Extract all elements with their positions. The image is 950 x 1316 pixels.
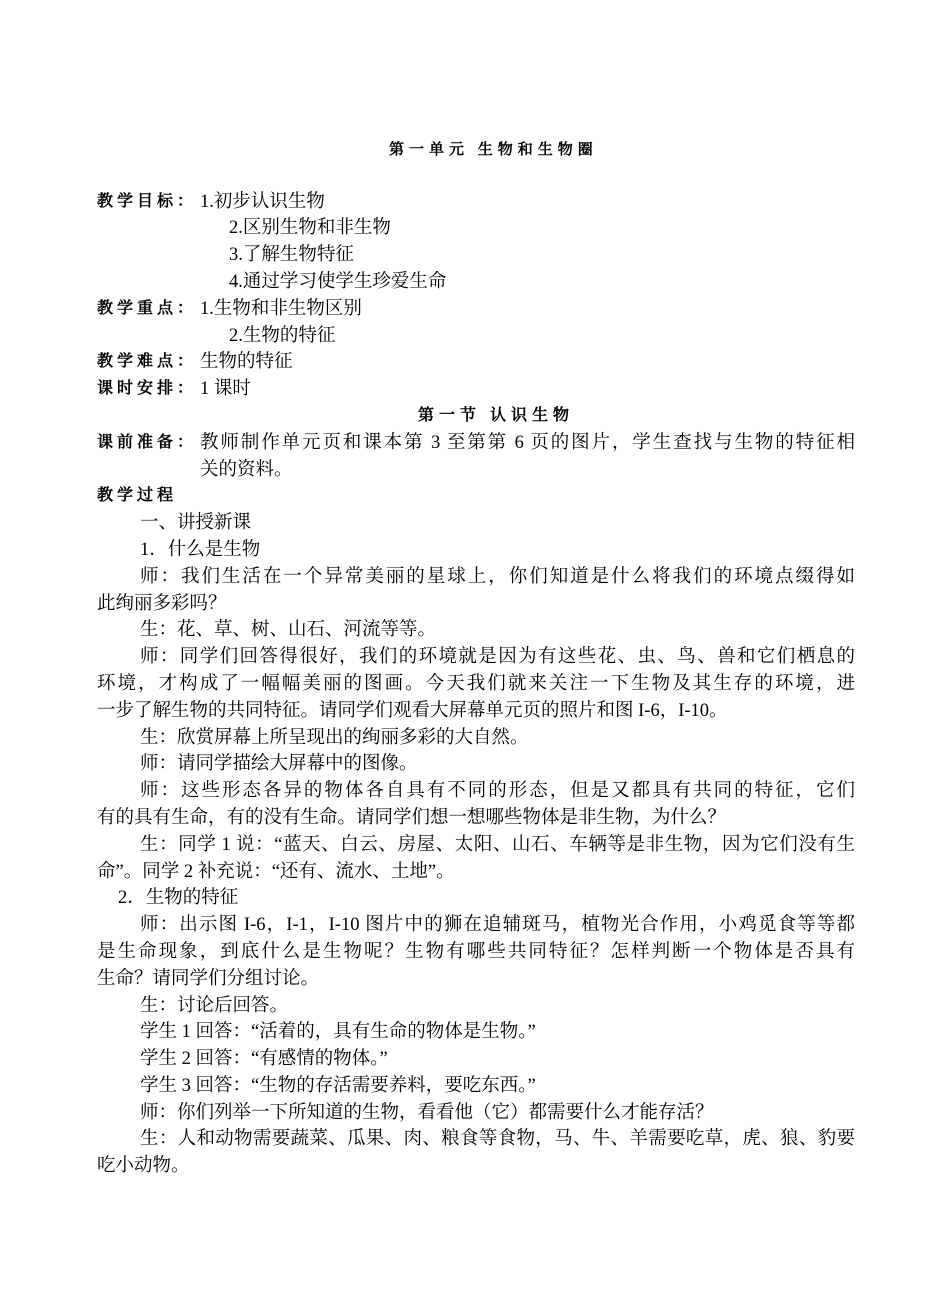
preparation-line: 关的资料。: [200, 459, 293, 480]
text-line: 生：欣赏屏幕上所呈现出的绚丽多彩的大自然。: [140, 727, 529, 748]
preparation-line: 教师制作单元页和课本第 3 至第第 6 页的图片，学生查找与生物的特征相: [200, 432, 855, 453]
text-line: 生：人和动物需要蔬菜、瓜果、肉、粮食等食物，马、牛、羊需要吃草，虎、狼、豹要: [140, 1129, 855, 1150]
preparation-row: [97, 430, 855, 457]
key-points-label: 教学重点：: [97, 299, 198, 317]
text-line: 生：讨论后回答。: [140, 995, 289, 1016]
text-line: 师：同学们回答得很好，我们的环境就是因为有这些花、虫、鸟、兽和它们栖息的: [140, 647, 855, 668]
objective-item: 1.初步认识生物: [200, 191, 325, 212]
schedule-row: [97, 376, 855, 403]
key-point-item: 1.生物和非生物区别: [200, 298, 362, 319]
text-line: 有的具有生命，有的没有生命。请同学们想一想哪些物体是非生物，为什么？: [97, 807, 727, 828]
lesson-plan-body: [97, 189, 855, 1180]
schedule-label: 课时安排：: [97, 380, 198, 398]
preparation-label: 课前准备：: [97, 433, 198, 451]
difficulty-row: [97, 349, 855, 376]
difficulty-text: 生物的特征: [200, 352, 293, 373]
text-line: 是生命现象，到底什么是生物呢？生物有哪些共同特征？怎样判断一个物体是否具有: [97, 941, 855, 962]
objectives-row: [97, 189, 855, 216]
text-line: 生：同学 1 说：“蓝天、白云、房屋、太阳、山石、车辆等是非生物，因为它们没有生: [140, 834, 855, 855]
text-line: 师：你们列举一下所知道的生物，看看他（它）都需要什么才能存活？: [140, 1102, 714, 1123]
text-line: 生命？请同学们分组讨论。: [97, 968, 320, 989]
subheading-what-is-life: 1．什么是生物: [140, 539, 261, 560]
text-line: 学生 3 回答：“生物的存活需要养料，要吃东西。”: [140, 1075, 536, 1096]
text-line: 此绚丽多彩吗？: [97, 593, 227, 614]
text-line: 一步了解生物的共同特征。请同学们观看大屏幕单元页的照片和图 I-6，I-10。: [97, 700, 728, 721]
objective-item: 3.了解生物特征: [229, 245, 354, 266]
objectives-label: 教学目标：: [97, 192, 198, 210]
difficulty-label: 教学难点：: [97, 353, 198, 371]
subheading-teaching: 一、讲授新课: [140, 513, 252, 534]
document-title: 第一单元 生物和生物圈: [389, 142, 598, 158]
text-line: 学生 1 回答：“活着的，具有生命的物体是生物。”: [140, 1022, 536, 1043]
key-points-row: [97, 296, 855, 323]
text-line: 师：出示图 I-6，I-1，I-10 图片中的狮在追辅斑马，植物光合作用，小鸡觅食等等都: [140, 915, 855, 936]
text-line: 师：这些形态各异的物体各自具有不同的形态，但是又都具有共同的特征，它们: [140, 781, 855, 802]
text-line: 环境，才构成了一幅幅美丽的图画。今天我们就来关注一下生物及其生存的环境，进: [97, 673, 855, 694]
schedule-text: 1 课时: [200, 379, 251, 400]
objective-item: 2.区别生物和非生物: [229, 218, 391, 239]
text-line: 吃小动物。: [97, 1156, 190, 1177]
text-line: 生：花、草、树、山石、河流等等。: [140, 620, 437, 641]
text-line: 师：请同学描绘大屏幕中的图像。: [140, 754, 418, 775]
text-line: 学生 2 回答：“有感情的物体。”: [140, 1049, 388, 1070]
process-label: 教学过程: [97, 487, 178, 505]
text-line: 师：我们生活在一个异常美丽的星球上，你们知道是什么将我们的环境点缀得如: [140, 566, 855, 587]
subheading-characteristics: 2．生物的特征: [118, 888, 239, 909]
key-point-item: 2.生物的特征: [229, 325, 336, 346]
text-line: 命”。同学 2 补充说：“还有、流水、土地”。: [97, 861, 455, 882]
section-title: 第一节 认识生物: [418, 406, 575, 424]
objective-item: 4.通过学习使学生珍爱生命: [229, 271, 447, 292]
